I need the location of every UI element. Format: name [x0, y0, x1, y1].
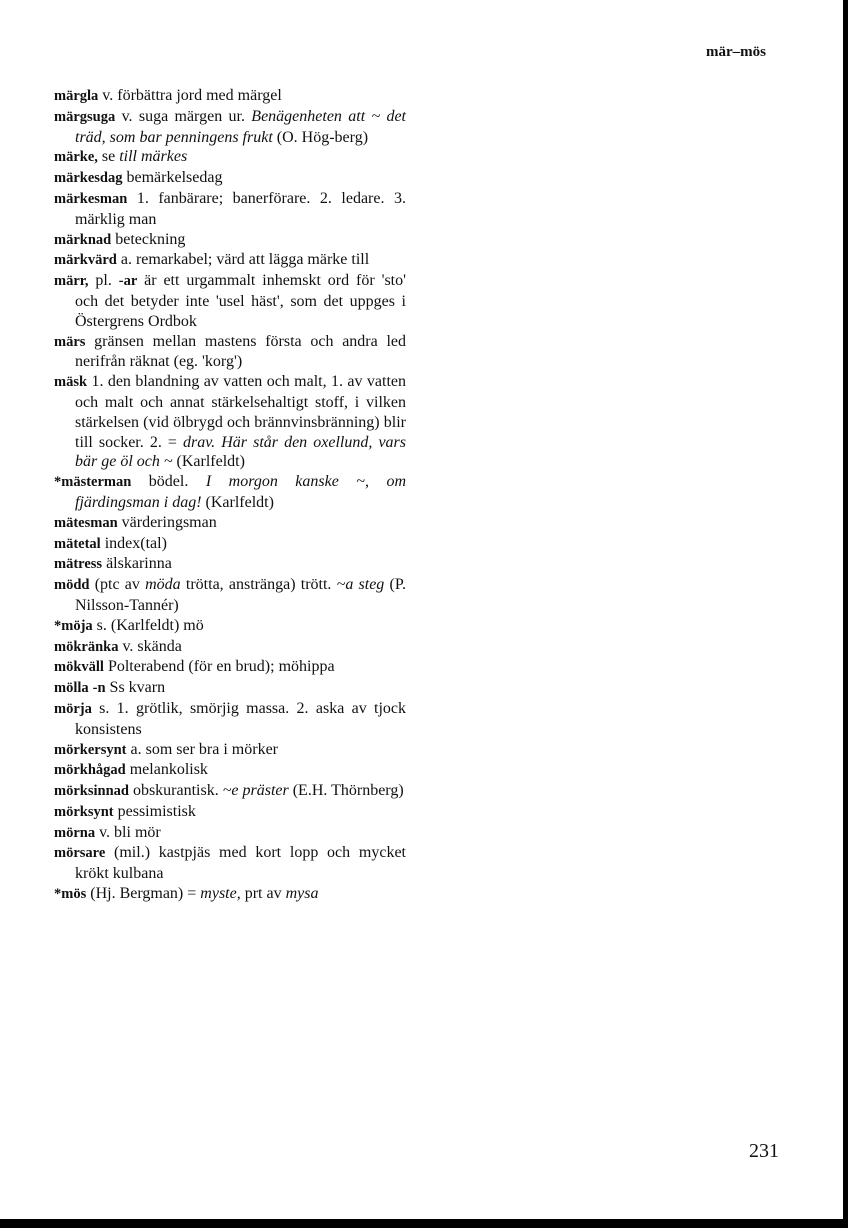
- running-head: mär–mös: [706, 44, 766, 60]
- dictionary-entry: [54, 372, 406, 472]
- headword: märke,: [54, 149, 98, 166]
- headword: märkesman: [54, 190, 128, 207]
- headword: mödd: [54, 577, 90, 594]
- entry-text: bemärkelsedag: [122, 169, 223, 187]
- headword: mörsare: [54, 845, 106, 862]
- entry-example: ~a steg: [336, 576, 385, 594]
- entry-text: (mil.) kastpjäs med kort lopp och mycket krökt kulbana: [75, 844, 406, 883]
- entry-text: (Hj. Bergman) =: [86, 885, 201, 903]
- dictionary-entry: [54, 332, 406, 373]
- dictionary-entry: [54, 147, 406, 168]
- headword: mörksynt: [54, 803, 114, 820]
- entry-text: v. förbättra jord med märgel: [98, 87, 282, 104]
- dictionary-entry: [54, 250, 406, 271]
- entry-text: (P. Nilsson-Tannér): [75, 576, 406, 614]
- headword: märr,: [54, 273, 89, 290]
- entry-text: v. suga märgen ur.: [115, 107, 252, 125]
- dictionary-entry: [54, 678, 406, 699]
- entry-text: 1. fanbärare; banerförare. 2. ledare. 3. märklig man: [75, 189, 406, 228]
- entry-text: index(tal): [100, 534, 167, 552]
- entry-text: (Karlfeldt): [172, 453, 245, 471]
- headword: märs: [54, 333, 86, 350]
- entry-text: s. (Karlfeldt) mö: [92, 616, 204, 634]
- entry-text: pessimistisk: [113, 802, 196, 820]
- entry-text: bödel.: [131, 473, 206, 491]
- entry-text: v. skända: [118, 637, 182, 655]
- dictionary-entry: [54, 740, 406, 761]
- dictionary-entry: [54, 230, 406, 251]
- headword: mökväll: [54, 659, 104, 676]
- headword: märknad: [54, 231, 112, 248]
- entry-text: a. som ser bra i mörker: [126, 740, 279, 758]
- headword: mörna: [54, 824, 96, 841]
- entry-text: älskarinna: [102, 555, 172, 573]
- dictionary-entry: [54, 699, 406, 740]
- entry-text: v. bli mör: [95, 823, 161, 841]
- entry-text: Polterabend (för en brud); möhippa: [103, 658, 335, 676]
- headword: märkesdag: [54, 170, 123, 187]
- headword: *mös: [54, 886, 87, 903]
- headword: *möja: [54, 617, 93, 634]
- entry-text: prt av: [240, 885, 286, 903]
- dictionary-entry: [54, 554, 406, 575]
- entry-example: till märkes: [119, 148, 188, 166]
- dictionary-entry: [54, 575, 406, 616]
- dictionary-entry: [54, 843, 406, 884]
- dictionary-entry: [54, 168, 406, 189]
- entry-example: möda: [145, 576, 181, 594]
- headword: mätetal: [54, 535, 101, 552]
- headword: märgla: [54, 88, 99, 104]
- entry-text: s. 1. grötlik, smörjig massa. 2. aska av tjock konsistens: [75, 699, 406, 738]
- dictionary-entry: [54, 271, 406, 331]
- entry-text: gränsen mellan mastens första och andra led nerifrån räknat (eg. 'korg'): [75, 332, 406, 371]
- dictionary-entry: [54, 86, 406, 107]
- dictionary-entry: [54, 781, 406, 802]
- entry-text: (E.H. Thörnberg): [288, 782, 404, 800]
- entry-example: drav. Här står den oxellund, vars bär ge öl och ~: [75, 433, 406, 471]
- entry-text: (ptc av: [89, 576, 146, 594]
- page-number: 231: [749, 1140, 779, 1162]
- headword: mörksinnad: [54, 783, 129, 800]
- entry-text: trötta, anstränga) trött.: [180, 576, 337, 594]
- entry-text: värderingsman: [117, 513, 217, 531]
- entry-text: Ss kvarn: [105, 679, 166, 697]
- entry-text: beteckning: [111, 230, 186, 248]
- entry-text: melankolisk: [125, 761, 208, 779]
- dictionary-entry: [54, 472, 406, 513]
- entry-example: myste,: [200, 885, 241, 903]
- dictionary-entry: [54, 823, 406, 844]
- dictionary-entry: [54, 534, 406, 555]
- headword-inflection: -ar: [118, 273, 138, 290]
- entry-example: mysa: [285, 885, 319, 903]
- entry-text: 1. den blandning av vatten och malt, 1. av vatten och malt och annat stärkelsehaltigt stoff, i vilken stärkelsen (vid ölbrygd och brännvinsbränning) blir till socker. 2. =: [75, 373, 406, 451]
- headword: mätress: [54, 556, 103, 573]
- entry-text: se: [97, 148, 120, 166]
- entry-text: (Karlfeldt): [201, 493, 274, 511]
- headword: mörja: [54, 700, 92, 717]
- dictionary-entry: [54, 884, 406, 905]
- headword: mölla: [54, 680, 89, 697]
- dictionary-entry: [54, 107, 406, 148]
- dictionary-entry: [54, 616, 406, 637]
- dictionary-entry: [54, 513, 406, 534]
- headword: mökränka: [54, 638, 119, 655]
- entry-text: a. remarkabel; värd att lägga märke till: [116, 251, 370, 269]
- headword: mätesman: [54, 514, 118, 531]
- entry-text: är ett urgammalt inhemskt ord för 'sto' och det betyder inte 'usel häst', som det uppges i Östergrens Ordbok: [75, 272, 407, 330]
- headword: mäsk: [54, 374, 88, 391]
- dictionary-entry: [54, 637, 406, 658]
- entry-text: (O. Hög-berg): [272, 128, 369, 146]
- entry-text: obskurantisk.: [128, 782, 223, 800]
- headword: *mästerman: [54, 474, 132, 491]
- entry-text: pl.: [88, 272, 119, 290]
- headword: mörkersynt: [54, 741, 127, 758]
- dictionary-entry: [54, 657, 406, 678]
- entry-example: I morgon kanske ~, om fjärdingsman i dag!: [75, 473, 406, 511]
- dictionary-entry: [54, 760, 406, 781]
- headword: märgsuga: [54, 108, 116, 125]
- entry-example: Benägenheten att ~ det träd, som bar penningens frukt: [75, 107, 406, 146]
- headword-inflection: -n: [92, 680, 106, 697]
- dictionary-entry: [54, 189, 406, 230]
- headword: mörkhågad: [54, 762, 126, 779]
- entry-example: ~e präster: [222, 782, 289, 800]
- dictionary-entry: [54, 802, 406, 823]
- headword: märkvärd: [54, 252, 117, 269]
- entry-list: [54, 86, 406, 905]
